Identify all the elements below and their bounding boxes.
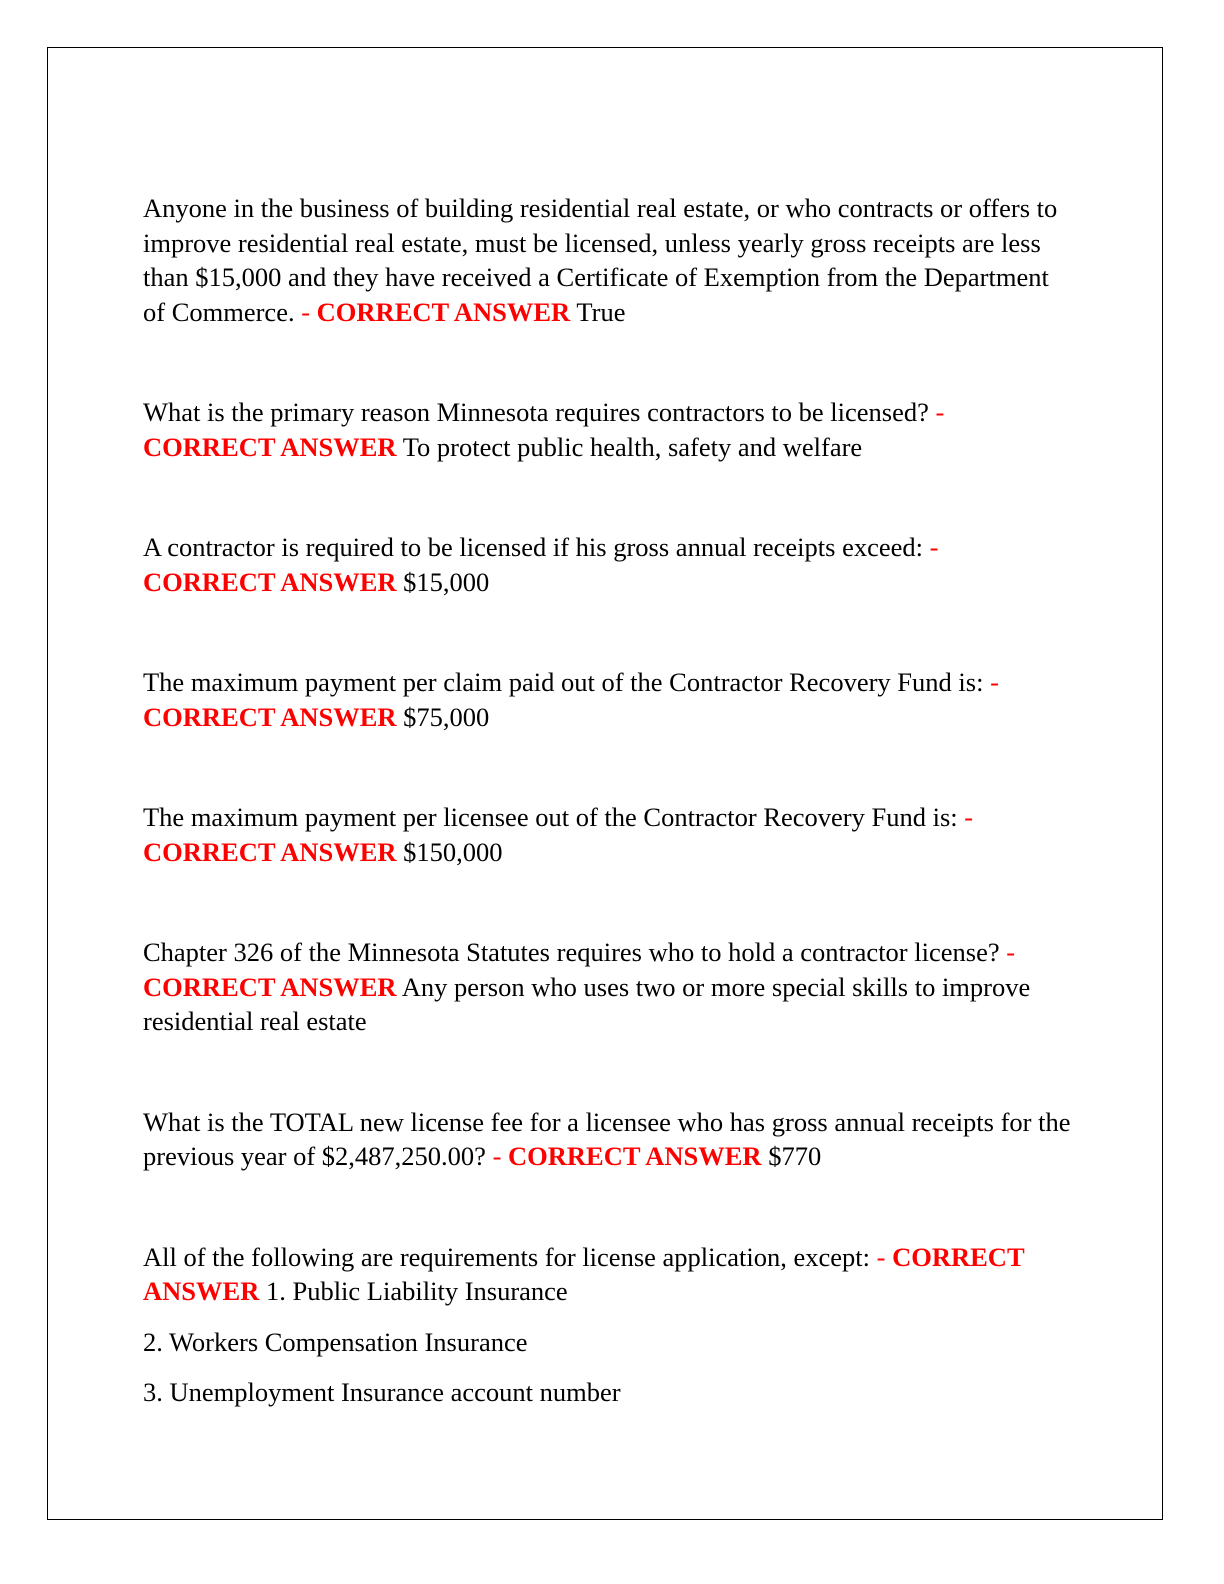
answer-text: $150,000	[403, 836, 503, 867]
answer-text: To protect public health, safety and welfare	[402, 431, 863, 462]
answer-list-line: 2. Workers Compensation Insurance	[143, 1326, 528, 1357]
correct-answer-marker: - CORRECT ANSWER	[301, 296, 571, 327]
qa-item	[143, 530, 1073, 599]
qa-item	[143, 1240, 1073, 1410]
question-text: The maximum payment per claim paid out of the Contractor Recovery Fund is:	[143, 667, 984, 697]
qa-item	[143, 191, 1073, 329]
correct-answer-marker: - CORRECT ANSWER	[143, 667, 999, 732]
correct-answer-marker: - CORRECT ANSWER	[143, 802, 974, 867]
answer-text: Any person who uses two or more special skills to improve residential real estate	[143, 971, 1031, 1036]
question-text: What is the TOTAL new license fee for a licensee who has gross annual receipts for the previous year of $2,487,250.00?	[143, 1106, 1071, 1171]
answer-list-line: 3. Unemployment Insurance account number	[143, 1377, 621, 1407]
question-text: The maximum payment per licensee out of the Contractor Recovery Fund is:	[143, 802, 958, 832]
qa-item	[143, 395, 1073, 464]
question-text: A contractor is required to be licensed if his gross annual receipts exceed:	[143, 532, 924, 562]
answer-text: $75,000	[403, 701, 490, 732]
question-text: All of the following are requirements for license application, except:	[143, 1241, 871, 1272]
question-text: What is the primary reason Minnesota requires contractors to be licensed?	[143, 397, 929, 427]
qa-item	[143, 800, 1073, 869]
correct-answer-marker: - CORRECT ANSWER	[143, 397, 945, 462]
qa-item	[143, 935, 1073, 1039]
question-text: Chapter 326 of the Minnesota Statutes requires who to hold a contractor license?	[143, 937, 1000, 967]
answer-text: 1. Public Liability Insurance	[265, 1276, 568, 1306]
question-text: Anyone in the business of building residential real estate, or who contracts or offers to improve residential real estate, must be licensed, unless yearly gross receipts are less than $15,000 and they have received a Certificate of Exemption from the Department of Commerce.	[143, 193, 1058, 327]
answer-text: $15,000	[403, 566, 490, 597]
document-body	[143, 191, 1073, 1410]
correct-answer-marker: - CORRECT ANSWER	[143, 532, 939, 597]
correct-answer-marker: - CORRECT ANSWER	[143, 1241, 1025, 1306]
qa-item	[143, 665, 1073, 734]
answer-text: $770	[768, 1141, 822, 1171]
answer-text: True	[576, 296, 626, 327]
correct-answer-marker: - CORRECT ANSWER	[492, 1141, 762, 1171]
correct-answer-marker: - CORRECT ANSWER	[143, 937, 1016, 1002]
qa-item	[143, 1105, 1073, 1174]
